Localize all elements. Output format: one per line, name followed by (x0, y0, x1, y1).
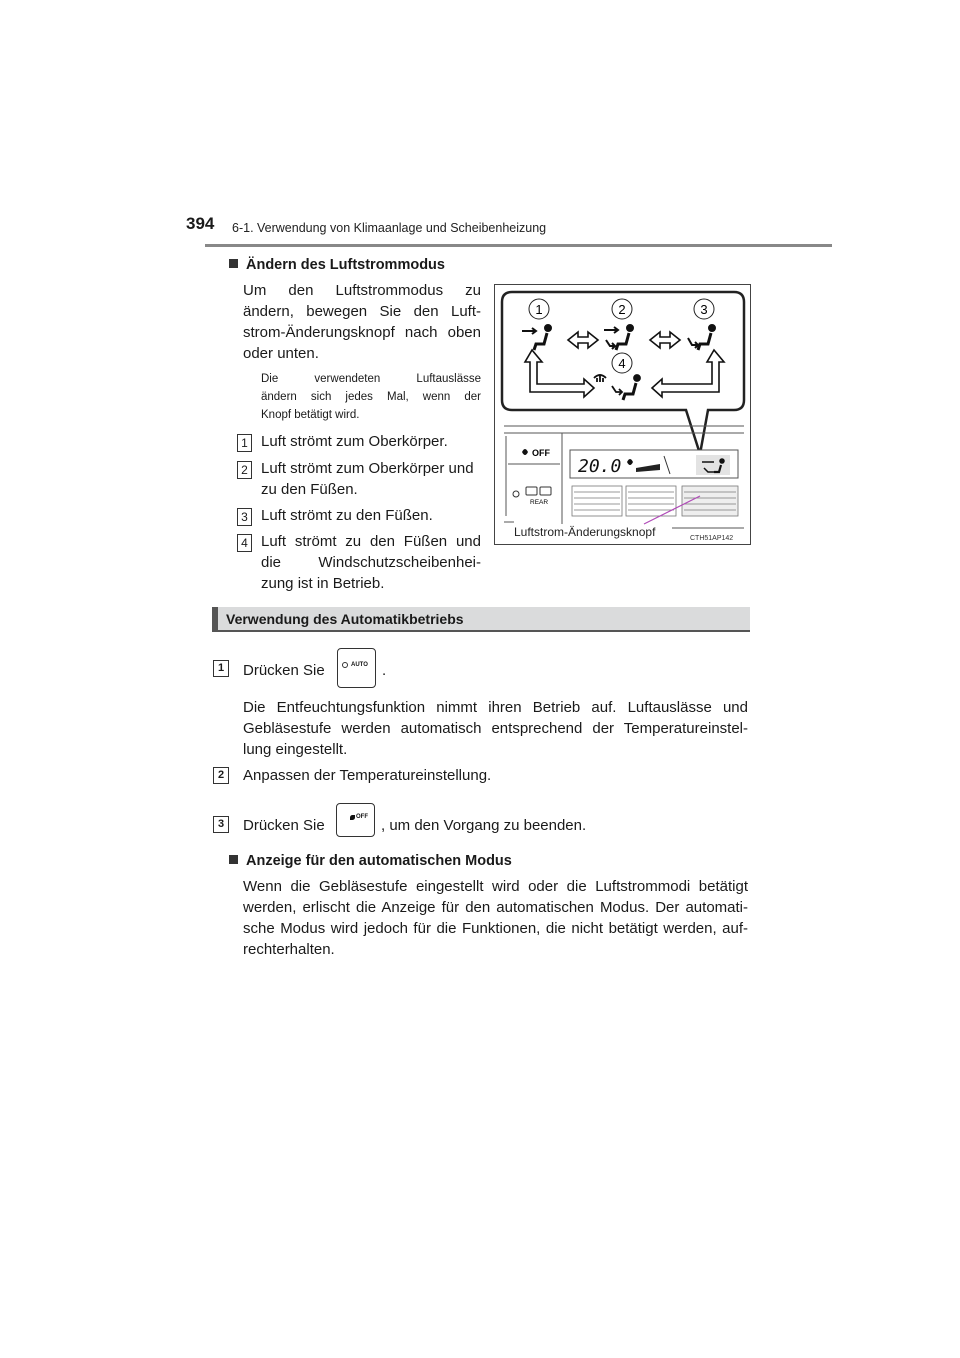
step-number-badge: 2 (213, 767, 229, 784)
item-number-badge: 4 (237, 534, 252, 552)
circle-number-3 (694, 299, 714, 319)
airflow-figure (494, 284, 751, 545)
desc-line: Gebläsestufe werden automatisch entsprechend der Temperatureinstel- (243, 720, 748, 737)
header-rule (205, 244, 832, 247)
intro-line: Um den Luftstrommodus zu (243, 282, 481, 299)
item-3-text (261, 505, 481, 526)
item-number-badge: 3 (237, 508, 252, 526)
note-line: Knopf betätigt wird. (261, 409, 360, 421)
indicator-dot-icon (342, 662, 348, 668)
indicator-paragraph (243, 876, 748, 960)
circle-number-2-text: 2 (618, 302, 626, 317)
indicator-heading-text: Anzeige für den automatischen Modus (246, 853, 512, 869)
step-3-suffix: , um den Vorgang zu beenden. (381, 817, 587, 834)
item-line: zu den Füßen. (261, 481, 358, 498)
airflow-note (261, 370, 481, 424)
airflow-intro (243, 280, 481, 364)
figure-caption: Luftstrom-Änderungsknopf (514, 525, 656, 539)
indicator-heading (229, 853, 512, 869)
step-3-prefix: Drücken Sie (243, 817, 325, 834)
item-line: die Windschutzscheibenhei- (261, 554, 481, 571)
desc-line: lung eingestellt. (243, 741, 348, 758)
item-line: Luft strömt zum Oberkörper und (261, 460, 474, 477)
bullet-square-icon (229, 259, 238, 268)
item-number-badge: 2 (237, 461, 252, 479)
step-1-prefix: Drücken Sie (243, 662, 325, 679)
circle-number-1 (529, 299, 549, 319)
figure-code: CTH51AP142 (690, 535, 734, 542)
circle-number-4 (612, 353, 632, 373)
circle-number-2 (612, 299, 632, 319)
item-1-text (261, 431, 481, 452)
fan-off-label: OFF (532, 448, 550, 458)
item-line: Luft strömt zu den Füßen und (261, 533, 481, 550)
indicator-line: Wenn die Gebläsestufe eingestellt wird oder die Luftstrommodi betätigt (243, 878, 748, 895)
bullet-square-icon (229, 855, 238, 864)
page-number: 394 (186, 214, 215, 233)
step-2-text: Anpassen der Temperatureinstellung. (243, 767, 492, 784)
section-header-bar (212, 607, 750, 632)
step-1-suffix: . (382, 662, 387, 679)
item-line: Luft strömt zu den Füßen. (261, 507, 433, 524)
temperature-readout: 20.0 (578, 456, 622, 477)
circle-number-3-text: 3 (700, 302, 708, 317)
step-number-badge: 1 (213, 660, 229, 677)
off-button-image (336, 803, 375, 837)
fan-icon (350, 815, 355, 820)
auto-button-label: AUTO (351, 662, 368, 668)
indicator-line: werden, erlischt die Anzeige für den automatischen Modus. Der automati- (243, 899, 748, 916)
step-1-description (243, 697, 748, 760)
control-slots (572, 486, 738, 516)
item-number-badge: 1 (237, 434, 252, 452)
note-line: Die verwendeten Luftauslässe (261, 373, 481, 385)
section-bar-accent (212, 607, 218, 632)
section-path: 6-1. Verwendung von Klimaanlage und Scheibenheizung (232, 221, 547, 235)
item-line: zung ist in Betrieb. (261, 575, 385, 592)
auto-button-image (337, 648, 376, 688)
circle-number-4-text: 4 (618, 356, 626, 371)
desc-line: Die Entfeuchtungsfunktion nimmt ihren Betrieb auf. Luftauslässe und (243, 699, 748, 716)
note-line: ändern sich jedes Mal, wenn der (261, 391, 481, 403)
step-number-badge: 3 (213, 816, 229, 833)
item-2-text (261, 458, 481, 500)
intro-line: strom-Änderungsknopf nach oben (243, 324, 481, 341)
intro-line: ändern, bewegen Sie den Luft- (243, 303, 481, 320)
item-4-text (261, 531, 481, 594)
airflow-heading-text: Ändern des Luftstrommodus (246, 257, 445, 273)
circle-number-1-text: 1 (535, 302, 543, 317)
section-title: Verwendung des Automatikbetriebs (226, 611, 464, 627)
off-button-label: OFF (356, 814, 368, 820)
airflow-heading (229, 257, 445, 273)
intro-line: oder unten. (243, 345, 319, 362)
indicator-line: sche Modus wird jedoch für die Funktionen, die nicht betätigt werden, auf- (243, 920, 748, 937)
indicator-line: rechterhalten. (243, 941, 335, 958)
rear-label: REAR (530, 499, 549, 506)
item-line: Luft strömt zum Oberkörper. (261, 433, 448, 450)
